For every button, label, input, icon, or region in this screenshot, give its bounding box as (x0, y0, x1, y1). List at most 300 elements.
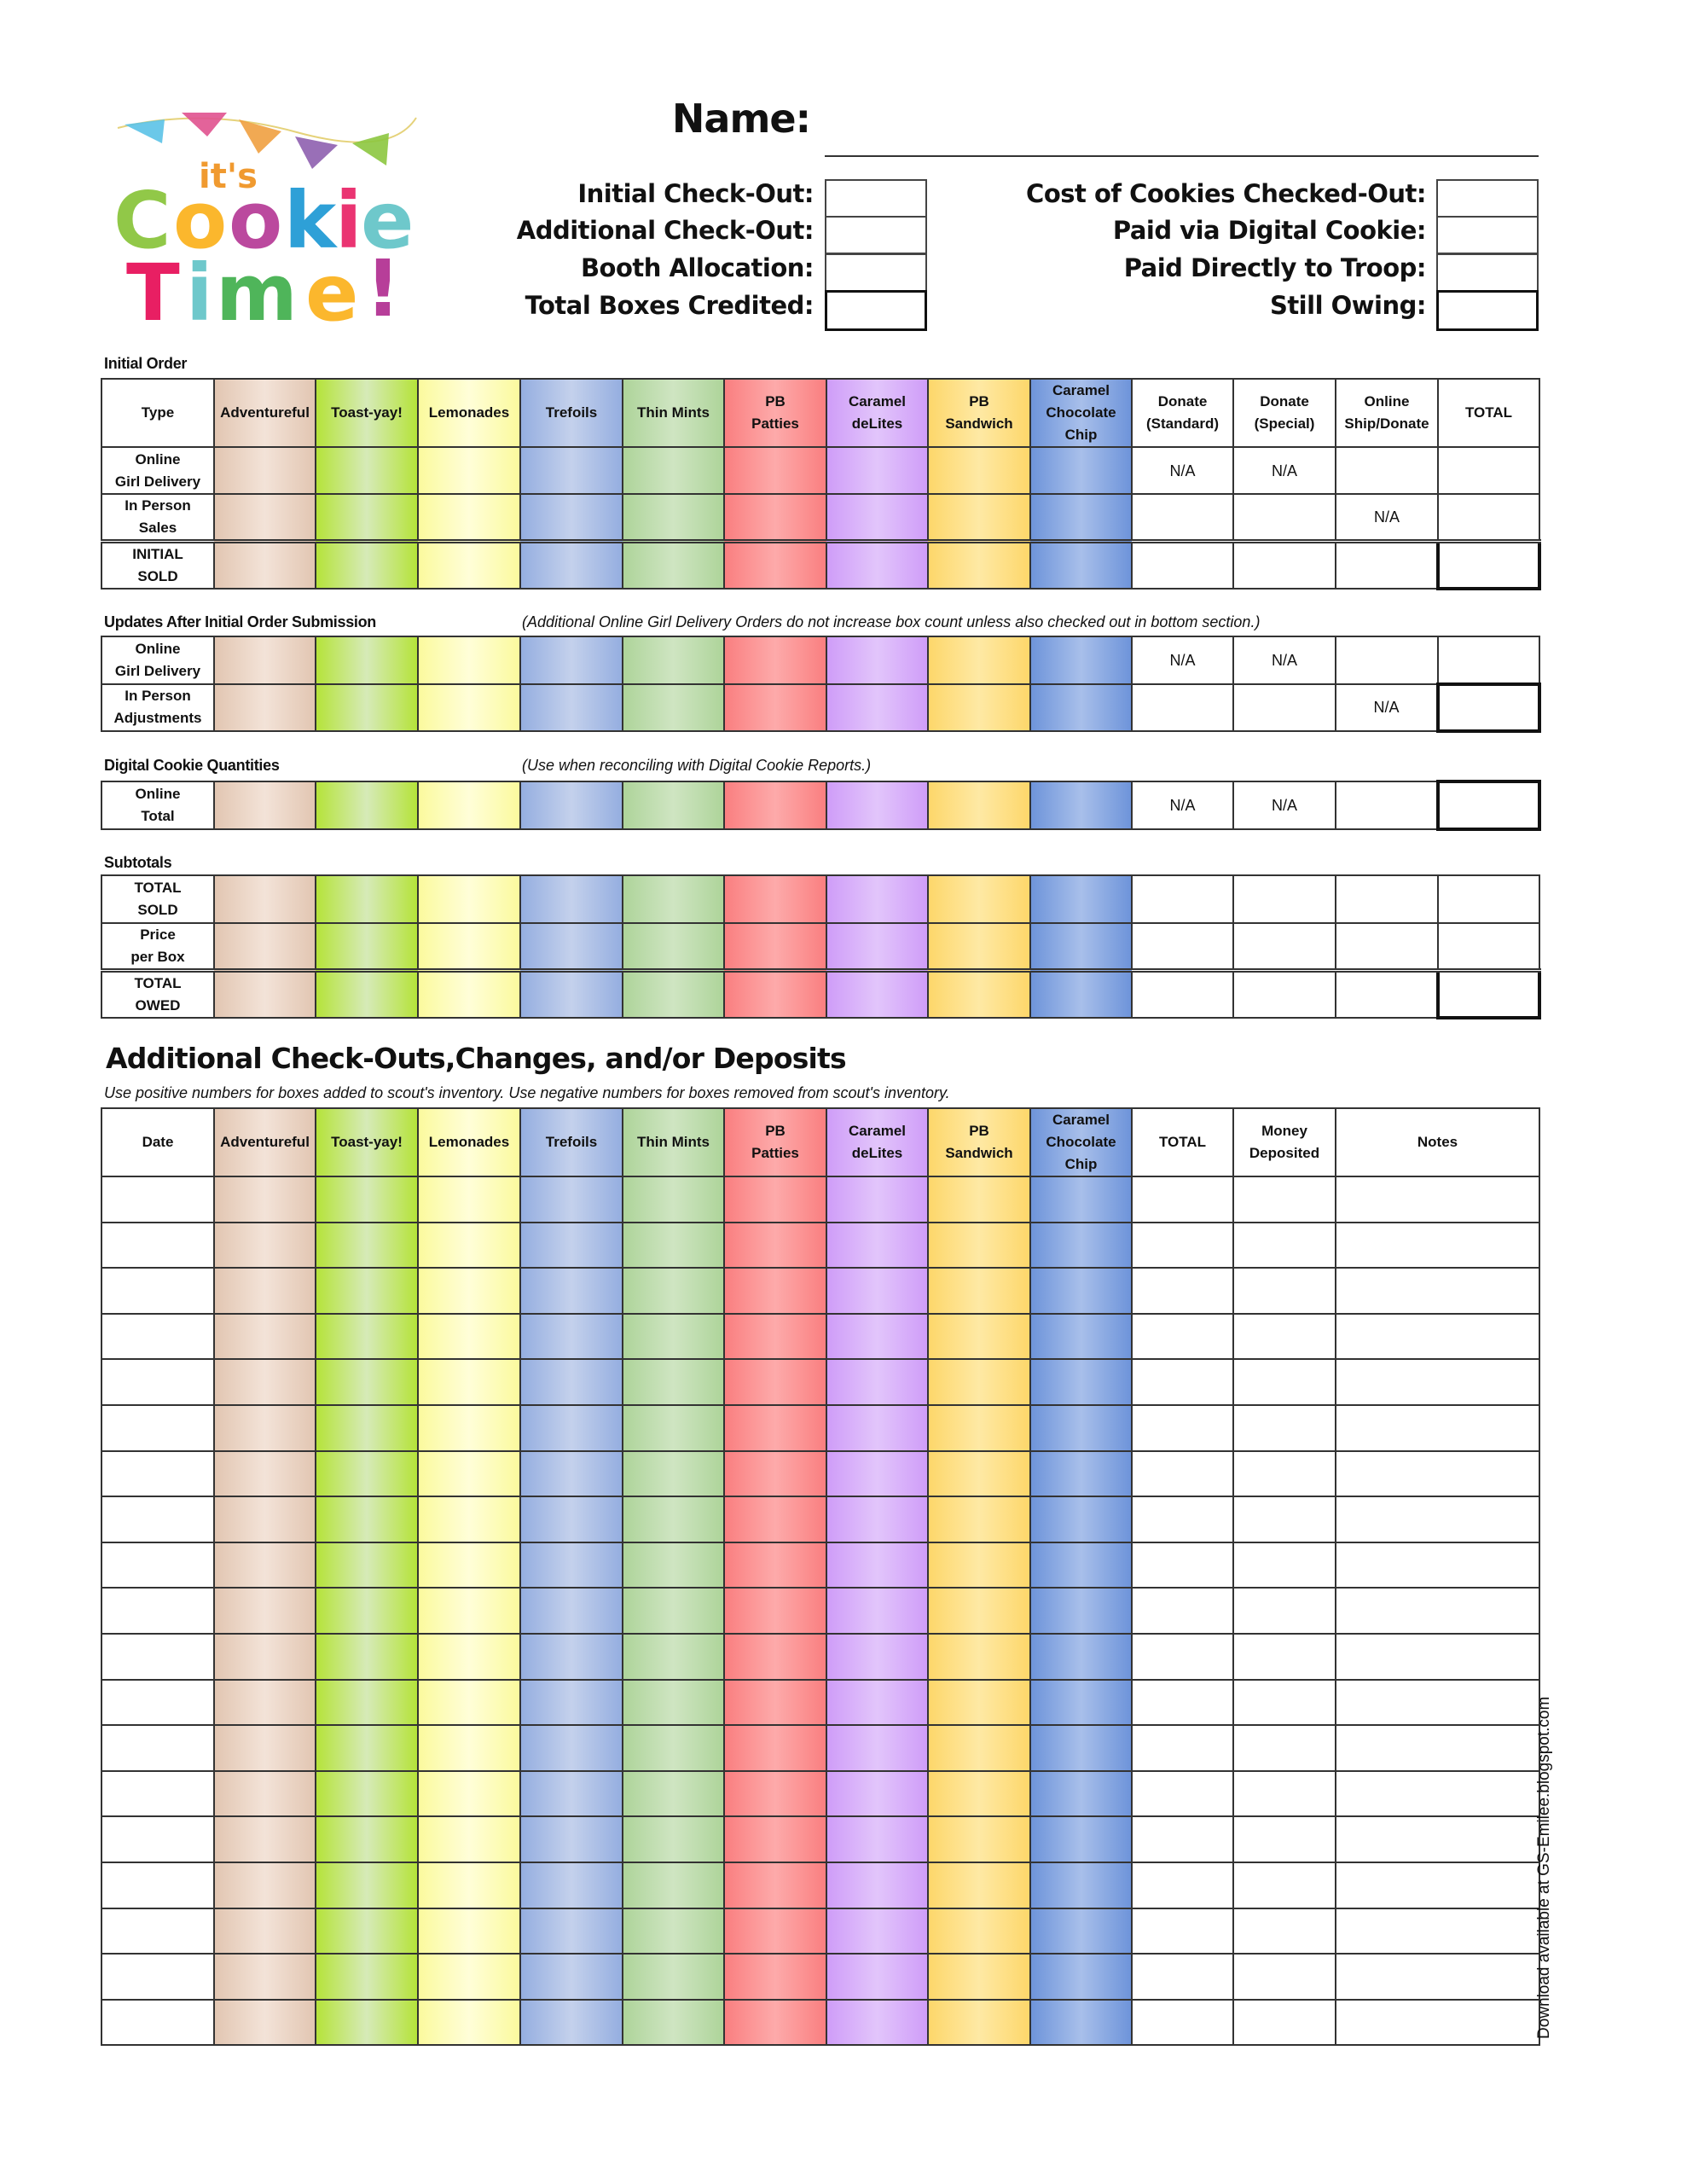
cell-money-deposited[interactable] (1233, 1954, 1336, 2000)
cell-trefoils[interactable] (520, 1268, 623, 1314)
cell-caramel-chocolate-chip[interactable] (1030, 447, 1132, 494)
cell-pb-patties[interactable] (724, 2000, 826, 2046)
cell-caramel-delites[interactable] (826, 542, 928, 590)
cell-adventureful[interactable] (214, 1725, 316, 1771)
cell-caramel-delites[interactable] (826, 1588, 928, 1634)
cell-caramel-chocolate-chip[interactable] (1030, 970, 1132, 1018)
cell-trefoils[interactable] (520, 781, 623, 829)
cell-pb-patties[interactable] (724, 636, 826, 684)
cell-trefoils[interactable] (520, 1680, 623, 1726)
cell-trefoils[interactable] (520, 1451, 623, 1497)
cell-lemonades[interactable] (418, 1680, 520, 1726)
cell-adventureful[interactable] (214, 875, 316, 923)
cell-adventureful[interactable] (214, 1771, 316, 1817)
cell-donate-special[interactable] (1233, 970, 1336, 1018)
cell-thin-mints[interactable] (623, 542, 724, 590)
cell-adventureful[interactable] (214, 1496, 316, 1542)
cell-caramel-chocolate-chip[interactable] (1030, 781, 1132, 829)
cell-notes[interactable] (1336, 1359, 1539, 1405)
cell-caramel-chocolate-chip[interactable] (1030, 1816, 1132, 1862)
cell-thin-mints[interactable] (623, 1771, 724, 1817)
cell-caramel-delites[interactable] (826, 1542, 928, 1589)
additional-checkout-box[interactable] (825, 216, 927, 254)
cell-donate-special[interactable] (1233, 684, 1336, 732)
cell-pb-patties[interactable] (724, 1954, 826, 2000)
cell-lemonades[interactable] (418, 1451, 520, 1497)
booth-allocation-box[interactable] (825, 253, 927, 292)
cell-total[interactable] (1132, 1725, 1233, 1771)
cell-notes[interactable] (1336, 1588, 1539, 1634)
cell-donate-standard[interactable] (1132, 684, 1233, 732)
cell-adventureful[interactable] (214, 1451, 316, 1497)
cell-notes[interactable] (1336, 1725, 1539, 1771)
cell-trefoils[interactable] (520, 1816, 623, 1862)
cell-pb-patties[interactable] (724, 970, 826, 1018)
cell-toast-yay[interactable] (316, 494, 418, 542)
cell-donate-standard[interactable] (1132, 923, 1233, 971)
cell-date[interactable] (101, 1725, 214, 1771)
cell-lemonades[interactable] (418, 1588, 520, 1634)
cell-date[interactable] (101, 1816, 214, 1862)
cell-money-deposited[interactable] (1233, 1908, 1336, 1955)
cell-lemonades[interactable] (418, 636, 520, 684)
cell-notes[interactable] (1336, 1542, 1539, 1589)
cell-notes[interactable] (1336, 1954, 1539, 2000)
cell-pb-sandwich[interactable] (928, 1451, 1030, 1497)
cell-pb-sandwich[interactable] (928, 1862, 1030, 1908)
cell-online-ship[interactable] (1336, 781, 1438, 829)
cell-toast-yay[interactable] (316, 1223, 418, 1269)
cell-lemonades[interactable] (418, 1771, 520, 1817)
cell-trefoils[interactable] (520, 684, 623, 732)
cell-pb-patties[interactable] (724, 684, 826, 732)
cell-pb-sandwich[interactable] (928, 494, 1030, 542)
cell-total[interactable] (1438, 684, 1539, 732)
cell-thin-mints[interactable] (623, 684, 724, 732)
cell-caramel-delites[interactable] (826, 1496, 928, 1542)
cell-adventureful[interactable] (214, 636, 316, 684)
cell-donate-standard[interactable]: N/A (1132, 781, 1233, 829)
cell-trefoils[interactable] (520, 970, 623, 1018)
cell-toast-yay[interactable] (316, 2000, 418, 2046)
cell-donate-standard[interactable] (1132, 542, 1233, 590)
cell-online-ship[interactable] (1336, 542, 1438, 590)
cell-caramel-delites[interactable] (826, 684, 928, 732)
cell-date[interactable] (101, 1496, 214, 1542)
cell-total[interactable] (1132, 1268, 1233, 1314)
cell-total[interactable] (1132, 1176, 1233, 1223)
cell-caramel-delites[interactable] (826, 1771, 928, 1817)
cell-trefoils[interactable] (520, 1496, 623, 1542)
cell-pb-sandwich[interactable] (928, 2000, 1030, 2046)
cell-online-ship[interactable] (1336, 875, 1438, 923)
cell-adventureful[interactable] (214, 1405, 316, 1451)
cell-caramel-chocolate-chip[interactable] (1030, 1725, 1132, 1771)
cell-online-ship[interactable] (1336, 970, 1438, 1018)
cell-total[interactable] (1132, 1816, 1233, 1862)
cell-date[interactable] (101, 1542, 214, 1589)
cell-total[interactable] (1438, 781, 1539, 829)
initial-checkout-box[interactable] (825, 179, 927, 218)
cell-money-deposited[interactable] (1233, 1725, 1336, 1771)
cell-caramel-delites[interactable] (826, 636, 928, 684)
cell-toast-yay[interactable] (316, 1314, 418, 1360)
cell-caramel-chocolate-chip[interactable] (1030, 1908, 1132, 1955)
cell-notes[interactable] (1336, 1771, 1539, 1817)
cell-pb-sandwich[interactable] (928, 1908, 1030, 1955)
cell-lemonades[interactable] (418, 684, 520, 732)
cell-lemonades[interactable] (418, 1405, 520, 1451)
cell-toast-yay[interactable] (316, 1588, 418, 1634)
cell-pb-patties[interactable] (724, 1634, 826, 1680)
cell-pb-patties[interactable] (724, 447, 826, 494)
cell-lemonades[interactable] (418, 1725, 520, 1771)
cell-online-ship[interactable] (1336, 923, 1438, 971)
cell-toast-yay[interactable] (316, 1359, 418, 1405)
cell-date[interactable] (101, 1771, 214, 1817)
cell-lemonades[interactable] (418, 1954, 520, 2000)
cell-adventureful[interactable] (214, 1314, 316, 1360)
cell-caramel-delites[interactable] (826, 1223, 928, 1269)
cell-donate-standard[interactable] (1132, 494, 1233, 542)
cell-notes[interactable] (1336, 1496, 1539, 1542)
cell-caramel-delites[interactable] (826, 1268, 928, 1314)
cell-date[interactable] (101, 1359, 214, 1405)
cell-trefoils[interactable] (520, 1542, 623, 1589)
cell-caramel-delites[interactable] (826, 1176, 928, 1223)
cell-thin-mints[interactable] (623, 970, 724, 1018)
cell-adventureful[interactable] (214, 970, 316, 1018)
cell-pb-sandwich[interactable] (928, 1405, 1030, 1451)
cell-money-deposited[interactable] (1233, 1405, 1336, 1451)
cell-total[interactable] (1132, 1223, 1233, 1269)
cell-adventureful[interactable] (214, 1588, 316, 1634)
cell-adventureful[interactable] (214, 923, 316, 971)
cell-caramel-chocolate-chip[interactable] (1030, 1771, 1132, 1817)
cell-total[interactable] (1132, 1588, 1233, 1634)
cell-lemonades[interactable] (418, 875, 520, 923)
cell-pb-patties[interactable] (724, 1176, 826, 1223)
cell-trefoils[interactable] (520, 1725, 623, 1771)
cost-of-cookies-box[interactable] (1436, 179, 1539, 218)
cell-caramel-chocolate-chip[interactable] (1030, 542, 1132, 590)
total-boxes-credited-box[interactable] (825, 290, 927, 331)
cell-total[interactable] (1438, 923, 1539, 971)
cell-caramel-chocolate-chip[interactable] (1030, 1405, 1132, 1451)
cell-thin-mints[interactable] (623, 1405, 724, 1451)
cell-adventureful[interactable] (214, 1634, 316, 1680)
cell-money-deposited[interactable] (1233, 1542, 1336, 1589)
cell-caramel-chocolate-chip[interactable] (1030, 1862, 1132, 1908)
cell-date[interactable] (101, 1954, 214, 2000)
cell-toast-yay[interactable] (316, 1542, 418, 1589)
cell-money-deposited[interactable] (1233, 1359, 1336, 1405)
cell-trefoils[interactable] (520, 1223, 623, 1269)
cell-donate-special[interactable] (1233, 923, 1336, 971)
cell-trefoils[interactable] (520, 1359, 623, 1405)
cell-adventureful[interactable] (214, 1908, 316, 1955)
cell-total[interactable] (1132, 1634, 1233, 1680)
cell-toast-yay[interactable] (316, 970, 418, 1018)
cell-lemonades[interactable] (418, 1314, 520, 1360)
cell-thin-mints[interactable] (623, 1908, 724, 1955)
cell-caramel-delites[interactable] (826, 1908, 928, 1955)
cell-caramel-delites[interactable] (826, 1725, 928, 1771)
cell-pb-sandwich[interactable] (928, 1588, 1030, 1634)
cell-money-deposited[interactable] (1233, 1634, 1336, 1680)
cell-money-deposited[interactable] (1233, 1176, 1336, 1223)
cell-toast-yay[interactable] (316, 923, 418, 971)
cell-thin-mints[interactable] (623, 494, 724, 542)
cell-toast-yay[interactable] (316, 875, 418, 923)
cell-donate-special[interactable]: N/A (1233, 781, 1336, 829)
cell-toast-yay[interactable] (316, 781, 418, 829)
cell-notes[interactable] (1336, 1223, 1539, 1269)
cell-thin-mints[interactable] (623, 923, 724, 971)
cell-pb-sandwich[interactable] (928, 542, 1030, 590)
cell-adventureful[interactable] (214, 781, 316, 829)
cell-pb-sandwich[interactable] (928, 781, 1030, 829)
cell-money-deposited[interactable] (1233, 1816, 1336, 1862)
cell-caramel-delites[interactable] (826, 447, 928, 494)
cell-caramel-delites[interactable] (826, 1405, 928, 1451)
cell-notes[interactable] (1336, 1268, 1539, 1314)
cell-total[interactable] (1438, 970, 1539, 1018)
cell-trefoils[interactable] (520, 447, 623, 494)
cell-total[interactable] (1132, 1496, 1233, 1542)
cell-lemonades[interactable] (418, 1862, 520, 1908)
cell-lemonades[interactable] (418, 1542, 520, 1589)
cell-lemonades[interactable] (418, 1634, 520, 1680)
cell-thin-mints[interactable] (623, 1588, 724, 1634)
cell-pb-patties[interactable] (724, 1771, 826, 1817)
cell-money-deposited[interactable] (1233, 1451, 1336, 1497)
cell-thin-mints[interactable] (623, 2000, 724, 2046)
cell-lemonades[interactable] (418, 1268, 520, 1314)
cell-date[interactable] (101, 1862, 214, 1908)
cell-caramel-chocolate-chip[interactable] (1030, 1176, 1132, 1223)
cell-adventureful[interactable] (214, 1542, 316, 1589)
cell-pb-patties[interactable] (724, 1451, 826, 1497)
cell-notes[interactable] (1336, 1176, 1539, 1223)
cell-total[interactable] (1438, 875, 1539, 923)
cell-donate-standard[interactable]: N/A (1132, 447, 1233, 494)
cell-adventureful[interactable] (214, 1862, 316, 1908)
cell-caramel-chocolate-chip[interactable] (1030, 1588, 1132, 1634)
cell-caramel-chocolate-chip[interactable] (1030, 875, 1132, 923)
cell-pb-sandwich[interactable] (928, 1223, 1030, 1269)
cell-thin-mints[interactable] (623, 1223, 724, 1269)
cell-trefoils[interactable] (520, 1908, 623, 1955)
cell-online-ship[interactable] (1336, 636, 1438, 684)
cell-online-ship[interactable]: N/A (1336, 684, 1438, 732)
cell-donate-standard[interactable] (1132, 875, 1233, 923)
cell-pb-patties[interactable] (724, 1862, 826, 1908)
cell-pb-sandwich[interactable] (928, 1771, 1030, 1817)
cell-caramel-chocolate-chip[interactable] (1030, 923, 1132, 971)
cell-caramel-chocolate-chip[interactable] (1030, 1954, 1132, 2000)
cell-pb-sandwich[interactable] (928, 1816, 1030, 1862)
cell-date[interactable] (101, 1314, 214, 1360)
cell-total[interactable] (1438, 542, 1539, 590)
cell-toast-yay[interactable] (316, 542, 418, 590)
cell-pb-sandwich[interactable] (928, 1634, 1030, 1680)
cell-donate-special[interactable]: N/A (1233, 636, 1336, 684)
cell-adventureful[interactable] (214, 1680, 316, 1726)
cell-caramel-delites[interactable] (826, 923, 928, 971)
cell-lemonades[interactable] (418, 923, 520, 971)
cell-caramel-chocolate-chip[interactable] (1030, 1542, 1132, 1589)
cell-caramel-chocolate-chip[interactable] (1030, 636, 1132, 684)
name-input-line[interactable] (825, 155, 1539, 157)
cell-caramel-delites[interactable] (826, 1451, 928, 1497)
cell-pb-patties[interactable] (724, 1405, 826, 1451)
cell-caramel-chocolate-chip[interactable] (1030, 1634, 1132, 1680)
cell-caramel-chocolate-chip[interactable] (1030, 1359, 1132, 1405)
cell-caramel-chocolate-chip[interactable] (1030, 1496, 1132, 1542)
cell-date[interactable] (101, 1176, 214, 1223)
cell-notes[interactable] (1336, 1680, 1539, 1726)
cell-notes[interactable] (1336, 1634, 1539, 1680)
cell-date[interactable] (101, 1405, 214, 1451)
cell-date[interactable] (101, 2000, 214, 2046)
cell-adventureful[interactable] (214, 1816, 316, 1862)
cell-total[interactable] (1438, 636, 1539, 684)
cell-thin-mints[interactable] (623, 1816, 724, 1862)
cell-trefoils[interactable] (520, 1176, 623, 1223)
cell-caramel-delites[interactable] (826, 1359, 928, 1405)
cell-money-deposited[interactable] (1233, 1223, 1336, 1269)
cell-pb-patties[interactable] (724, 923, 826, 971)
cell-lemonades[interactable] (418, 447, 520, 494)
cell-thin-mints[interactable] (623, 1359, 724, 1405)
cell-toast-yay[interactable] (316, 1725, 418, 1771)
cell-total[interactable] (1438, 494, 1539, 542)
cell-date[interactable] (101, 1680, 214, 1726)
cell-thin-mints[interactable] (623, 1725, 724, 1771)
cell-adventureful[interactable] (214, 542, 316, 590)
cell-toast-yay[interactable] (316, 636, 418, 684)
cell-trefoils[interactable] (520, 1314, 623, 1360)
cell-pb-sandwich[interactable] (928, 1496, 1030, 1542)
cell-pb-patties[interactable] (724, 542, 826, 590)
cell-thin-mints[interactable] (623, 875, 724, 923)
cell-thin-mints[interactable] (623, 1496, 724, 1542)
cell-pb-sandwich[interactable] (928, 1314, 1030, 1360)
cell-donate-standard[interactable]: N/A (1132, 636, 1233, 684)
cell-date[interactable] (101, 1451, 214, 1497)
cell-toast-yay[interactable] (316, 1268, 418, 1314)
cell-toast-yay[interactable] (316, 1496, 418, 1542)
cell-thin-mints[interactable] (623, 1954, 724, 2000)
cell-caramel-chocolate-chip[interactable] (1030, 2000, 1132, 2046)
cell-pb-patties[interactable] (724, 1314, 826, 1360)
cell-toast-yay[interactable] (316, 1954, 418, 2000)
cell-pb-patties[interactable] (724, 1496, 826, 1542)
paid-directly-troop-box[interactable] (1436, 253, 1539, 292)
cell-money-deposited[interactable] (1233, 1771, 1336, 1817)
cell-total[interactable] (1132, 1862, 1233, 1908)
cell-lemonades[interactable] (418, 542, 520, 590)
cell-caramel-delites[interactable] (826, 2000, 928, 2046)
cell-date[interactable] (101, 1223, 214, 1269)
cell-toast-yay[interactable] (316, 1634, 418, 1680)
cell-toast-yay[interactable] (316, 1451, 418, 1497)
cell-trefoils[interactable] (520, 875, 623, 923)
cell-trefoils[interactable] (520, 1771, 623, 1817)
cell-lemonades[interactable] (418, 1359, 520, 1405)
cell-pb-sandwich[interactable] (928, 684, 1030, 732)
cell-notes[interactable] (1336, 1862, 1539, 1908)
cell-total[interactable] (1132, 1680, 1233, 1726)
cell-donate-special[interactable] (1233, 542, 1336, 590)
cell-thin-mints[interactable] (623, 1862, 724, 1908)
cell-notes[interactable] (1336, 2000, 1539, 2046)
cell-adventureful[interactable] (214, 1954, 316, 2000)
cell-toast-yay[interactable] (316, 1816, 418, 1862)
cell-thin-mints[interactable] (623, 1176, 724, 1223)
cell-lemonades[interactable] (418, 781, 520, 829)
cell-trefoils[interactable] (520, 1405, 623, 1451)
cell-caramel-delites[interactable] (826, 970, 928, 1018)
cell-trefoils[interactable] (520, 923, 623, 971)
cell-adventureful[interactable] (214, 494, 316, 542)
cell-trefoils[interactable] (520, 1634, 623, 1680)
cell-lemonades[interactable] (418, 1908, 520, 1955)
cell-pb-sandwich[interactable] (928, 970, 1030, 1018)
cell-lemonades[interactable] (418, 494, 520, 542)
cell-pb-patties[interactable] (724, 1588, 826, 1634)
paid-digital-cookie-box[interactable] (1436, 216, 1539, 254)
cell-date[interactable] (101, 1634, 214, 1680)
cell-caramel-delites[interactable] (826, 875, 928, 923)
cell-trefoils[interactable] (520, 1862, 623, 1908)
cell-adventureful[interactable] (214, 684, 316, 732)
cell-notes[interactable] (1336, 1816, 1539, 1862)
cell-thin-mints[interactable] (623, 781, 724, 829)
cell-toast-yay[interactable] (316, 1908, 418, 1955)
cell-toast-yay[interactable] (316, 1405, 418, 1451)
cell-donate-special[interactable]: N/A (1233, 447, 1336, 494)
cell-lemonades[interactable] (418, 1496, 520, 1542)
cell-trefoils[interactable] (520, 542, 623, 590)
cell-notes[interactable] (1336, 1405, 1539, 1451)
cell-donate-standard[interactable] (1132, 970, 1233, 1018)
cell-money-deposited[interactable] (1233, 2000, 1336, 2046)
cell-toast-yay[interactable] (316, 1680, 418, 1726)
cell-pb-patties[interactable] (724, 1725, 826, 1771)
cell-pb-patties[interactable] (724, 875, 826, 923)
cell-adventureful[interactable] (214, 1268, 316, 1314)
cell-trefoils[interactable] (520, 1588, 623, 1634)
cell-adventureful[interactable] (214, 1176, 316, 1223)
cell-adventureful[interactable] (214, 2000, 316, 2046)
cell-adventureful[interactable] (214, 447, 316, 494)
cell-money-deposited[interactable] (1233, 1314, 1336, 1360)
cell-total[interactable] (1132, 1542, 1233, 1589)
cell-adventureful[interactable] (214, 1359, 316, 1405)
cell-pb-patties[interactable] (724, 1680, 826, 1726)
cell-thin-mints[interactable] (623, 1451, 724, 1497)
cell-date[interactable] (101, 1268, 214, 1314)
cell-lemonades[interactable] (418, 1816, 520, 1862)
cell-total[interactable] (1132, 1954, 1233, 2000)
cell-caramel-delites[interactable] (826, 1634, 928, 1680)
cell-lemonades[interactable] (418, 1223, 520, 1269)
cell-pb-patties[interactable] (724, 1542, 826, 1589)
cell-pb-sandwich[interactable] (928, 1176, 1030, 1223)
cell-thin-mints[interactable] (623, 1634, 724, 1680)
